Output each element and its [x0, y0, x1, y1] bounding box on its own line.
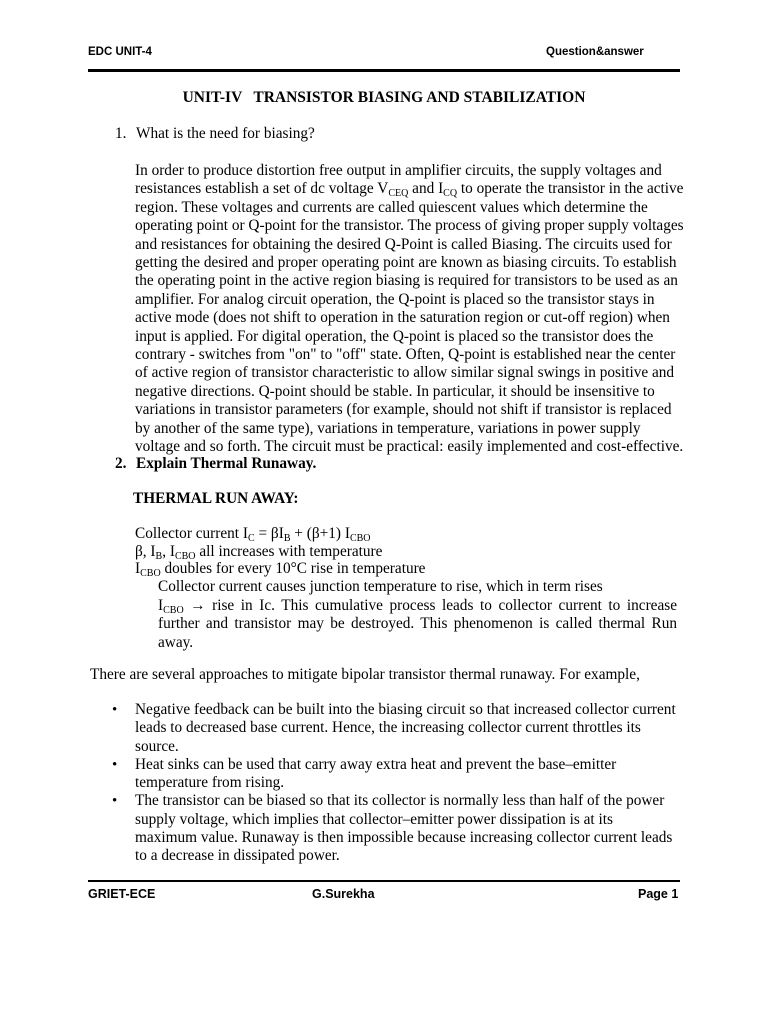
- footer-rule: [88, 880, 680, 882]
- q2-question: Explain Thermal Runaway.: [136, 455, 317, 472]
- text-run: → rise in Ic. This cumulative process leads to collector current to increase further and transistor may be destroyed. This phenomenon is called thermal Run away.: [158, 597, 677, 651]
- q1-answer-line: input is applied. For digital operation, the Q-point is placed so the transistor does the: [135, 327, 654, 345]
- q1-answer-line: and resistances for obtaining the desired Q-Point is called Biasing. The circuits used for: [135, 235, 672, 253]
- q1-answer-line: amplifier. For analog circuit operation, the Q-point is placed so the transistor stays in: [135, 290, 655, 308]
- statement-icbo-doubles: [135, 560, 425, 578]
- q1-answer-line: [135, 180, 684, 200]
- subscript: CBO: [174, 551, 196, 562]
- header-left: EDC UNIT-4: [88, 46, 152, 58]
- list-item: [112, 755, 677, 793]
- text-run: , I: [162, 543, 175, 560]
- equation-collector-current: [135, 525, 371, 543]
- list-item-text: Heat sinks can be used that carry away extra heat and prevent the base–emitter temperature from rising.: [135, 755, 617, 792]
- list-item: [112, 792, 677, 865]
- subscript: CEQ: [388, 188, 409, 200]
- footer-left: GRIET-ECE: [88, 887, 156, 901]
- subscript: CBO: [163, 605, 184, 616]
- text-run: = βI: [254, 525, 284, 542]
- subscript: B: [155, 551, 163, 562]
- text-run: I: [158, 597, 164, 614]
- subscript: CQ: [443, 188, 458, 200]
- text-run: doubles for every 10°C rise in temperature: [160, 560, 426, 577]
- q1-answer-line: operating point or Q-point for the transistor. The process of giving proper supply voltages: [135, 217, 684, 235]
- text-run: + (β+1) I: [290, 525, 350, 542]
- text-run: all increases with temperature: [195, 543, 383, 560]
- page-title: [0, 89, 768, 107]
- subscript: CBO: [140, 568, 161, 579]
- text-run: to operate the transistor in the active: [457, 180, 684, 198]
- q1-answer: [135, 162, 684, 457]
- bullet-icon: •: [112, 702, 118, 718]
- page-title-text: UNIT-IV TRANSISTOR BIASING AND STABILIZATION: [182, 89, 586, 106]
- q1-answer-line: by another of the same type), variations in temperature, variations in power supply: [135, 419, 641, 437]
- text-run: Collector current I: [135, 525, 248, 542]
- list-item-text: Negative feedback can be built into the biasing circuit so that increased collector current leads to decreased base current. Hence, the increasing collector current throttles its source.: [135, 701, 676, 755]
- q1-answer-line: region. These voltages and currents are called quiescent values which determine the: [135, 198, 648, 216]
- q1-answer-line: contrary - switches from "on" to "off" state. Often, Q-point is established near the center: [135, 346, 676, 364]
- page-number: Page 1: [638, 887, 679, 901]
- q1-number: 1.: [115, 125, 127, 142]
- q1-answer-line: the operating point in the active region biasing is required for transistors to be used as an: [135, 272, 678, 290]
- q1-answer-line: active mode (does not shift to operation in the saturation region or cut-off region) when: [135, 309, 670, 327]
- q1-answer-line: voltage and so forth. The circuit must be practical: easily implemented and cost-effective.: [135, 438, 684, 456]
- subscript: B: [283, 533, 291, 544]
- q2-number: 2.: [115, 455, 127, 472]
- text-run: and I: [408, 180, 444, 198]
- q1-answer-line: In order to produce distortion free output in amplifier circuits, the supply voltages and: [135, 162, 662, 179]
- q1-answer-line: negative directions. Q-point should be stable. In particular, it should be insensitive to: [135, 382, 655, 400]
- list-item-text: The transistor can be biased so that its collector is normally less than half of the power supply voltage, which implies that collector–emitter power dissipation is at its maximum value. Runaway is then impossible because increasing collector current leads to a decrease in dissipated power.: [135, 792, 673, 865]
- subscript: C: [247, 533, 255, 544]
- q1-answer-line: variations in transistor parameters (for example, should not shift if transistor is replaced: [135, 401, 672, 419]
- bullet-icon: •: [112, 756, 118, 773]
- q1-answer-line: of active region of transistor characteristic to allow similar signal swings in positive and: [135, 364, 675, 382]
- q2-subheading: THERMAL RUN AWAY:: [133, 490, 299, 507]
- q1-question: What is the need for biasing?: [136, 125, 315, 142]
- text-run: resistances establish a set of dc voltage V: [135, 180, 389, 198]
- header-rule: [88, 69, 680, 72]
- footer-center: G.Surekha: [312, 887, 375, 901]
- subscript: CBO: [349, 533, 371, 544]
- statement-junction-temp: Collector current causes junction temperature to rise, which in term rises: [158, 578, 603, 595]
- text-run: β, I: [135, 543, 156, 560]
- header-right: Question&answer: [546, 46, 644, 58]
- list-item: [112, 701, 677, 756]
- statement-temperature: [135, 543, 382, 561]
- mitigation-intro: There are several approaches to mitigate bipolar transistor thermal runaway. For example,: [90, 666, 640, 683]
- mitigation-list: [112, 701, 677, 866]
- text-run: I: [135, 560, 141, 577]
- statement-cumulative: [158, 597, 677, 652]
- q1-answer-line: getting the desired and proper operating point are known as biasing circuits. To establish: [135, 254, 677, 272]
- bullet-icon: •: [112, 793, 118, 810]
